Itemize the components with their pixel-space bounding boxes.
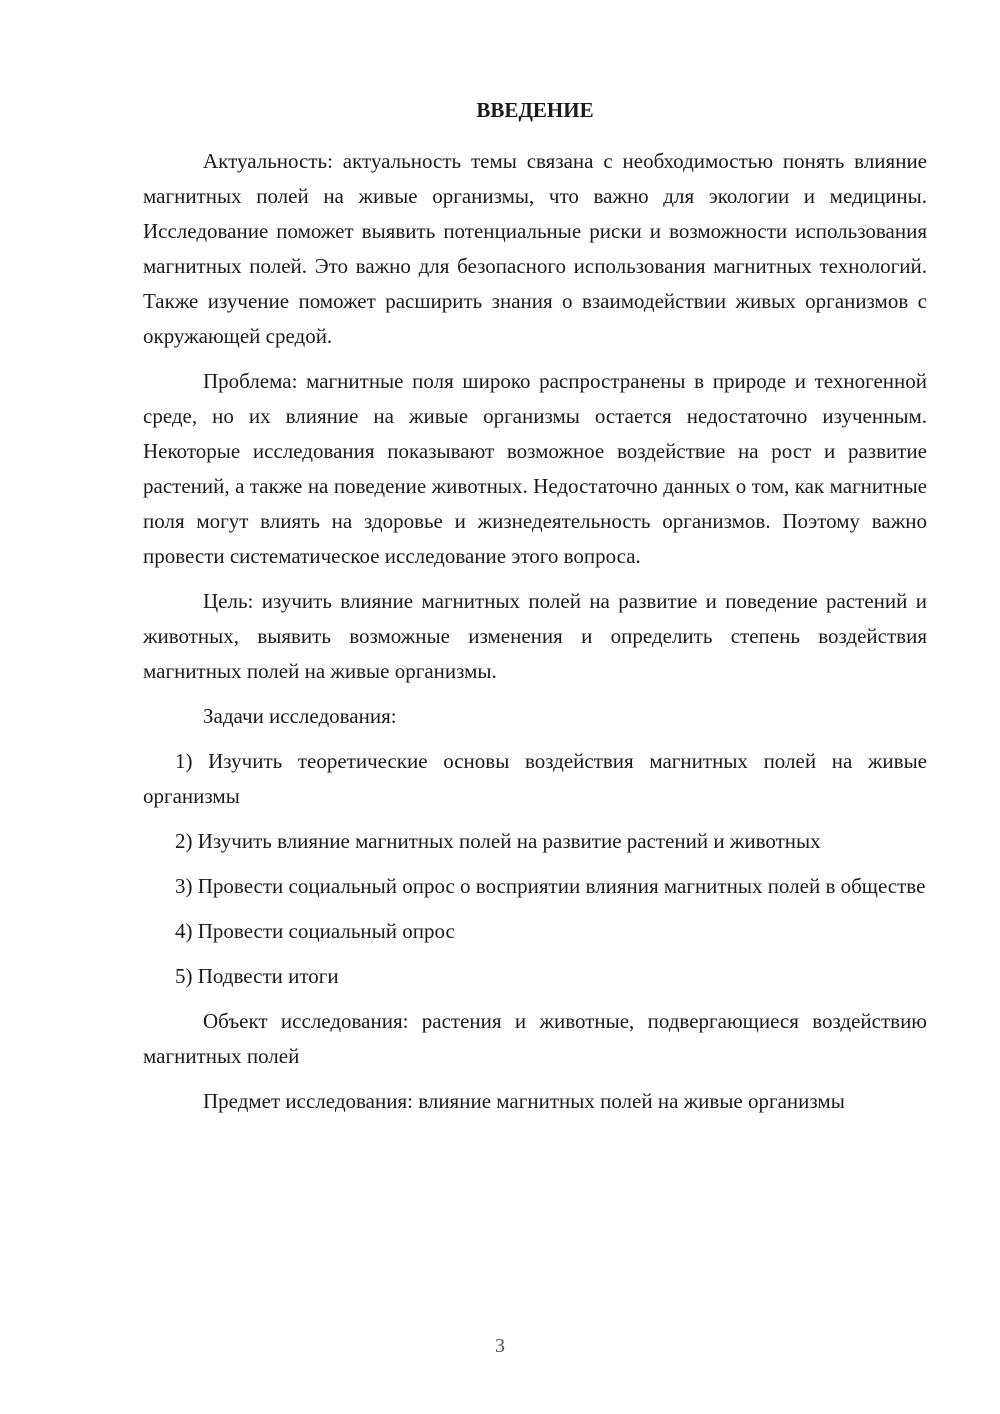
tasks-title: Задачи исследования: — [203, 704, 397, 728]
problem-paragraph: Проблема: магнитные поля широко распространены в природе и техногенной среде, но их влияние на живые организмы остается недостаточно изученным. Некоторые исследования показывают возможное воздействие на рост и развитие растений, а также на поведение животных. Недостаточно данных о том, как магнитные поля могут влиять на здоровье и жизнедеятельность организмов. Поэтому важно провести систематическое исследование этого вопроса. — [143, 369, 927, 568]
page-number: 3 — [495, 1335, 505, 1357]
task-item-1: 1) Изучить теоретические основы воздействия магнитных полей на живые организмы — [143, 749, 927, 808]
goal-paragraph: Цель: изучить влияние магнитных полей на развитие и поведение растений и животных, выявить возможные изменения и определить степень воздействия магнитных полей на живые организмы. — [143, 589, 927, 683]
task-item-4: 4) Провести социальный опрос — [175, 919, 455, 943]
object-paragraph: Объект исследования: растения и животные, подвергающиеся воздействию магнитных полей — [143, 1009, 927, 1068]
task-item-5: 5) Подвести итоги — [175, 964, 339, 988]
task-item-3: 3) Провести социальный опрос о восприятии влияния магнитных полей в обществе — [175, 874, 926, 898]
document-page — [143, 94, 927, 1119]
page-title: ВВЕДЕНИЕ — [476, 98, 594, 122]
task-item-2: 2) Изучить влияние магнитных полей на развитие растений и животных — [175, 829, 821, 853]
subject-paragraph: Предмет исследования: влияние магнитных полей на живые организмы — [203, 1089, 845, 1113]
relevance-paragraph: Актуальность: актуальность темы связана с необходимостью понять влияние магнитных полей на живые организмы, что важно для экологии и медицины. Исследование поможет выявить потенциальные риски и возможности использования магнитных полей. Это важно для безопасного использования магнитных технологий. Также изучение поможет расширить знания о взаимодействии живых организмов с окружающей средой. — [143, 149, 927, 348]
